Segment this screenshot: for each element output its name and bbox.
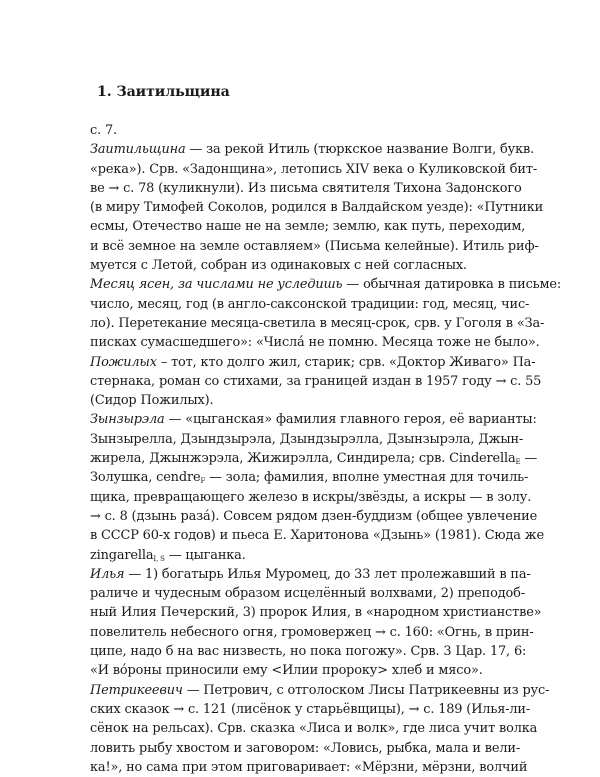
text-line: [90, 121, 512, 140]
text-run: ских сказок → с. 121 (лисёнок у старьёвщицы), → с. 189 (Илья-ли-: [90, 701, 531, 717]
text-line: [90, 449, 538, 468]
text-line: [90, 275, 562, 294]
text-run: есмы, Отечество наше не на земле; землю, как путь, переходим,: [90, 219, 526, 235]
glossary-term: Петрикеевич: [90, 682, 183, 698]
language-subscript: F: [200, 477, 206, 486]
text-run: ный Илия Печерский, 3) пророк Илия, в «народном христианстве»: [90, 605, 542, 621]
text-line: [90, 681, 550, 700]
text-line: [90, 333, 540, 352]
glossary-body: [90, 121, 562, 777]
text-run: сёнок на рельсах). Срв. сказка «Лиса и волк», где лиса учит волка: [90, 721, 538, 737]
language-subscript: I, S: [153, 554, 165, 563]
text-line: [90, 700, 531, 719]
text-line: [90, 603, 542, 622]
text-run: — за рекой Итиль (тюркское название Волги, букв.: [185, 142, 535, 158]
text-line: [90, 739, 521, 758]
language-subscript: E: [515, 458, 521, 467]
text-run: Зынзырелла, Дзындзырэла, Дзындзырэлла, Дзынзырэла, Джын-: [90, 431, 524, 447]
text-line: [90, 584, 525, 603]
text-run: ципе, надо б на вас низвесть, но пока погожу». Срв. 3 Цар. 17, 6:: [90, 644, 527, 660]
text-run: ве → с. 78 (куликнули). Из письма святителя Тихона Задонского: [90, 180, 522, 196]
text-line: [90, 295, 530, 314]
text-run: щика, превращающего железо в искры/звёзды, а искры — в золу.: [90, 489, 532, 505]
glossary-term: Месяц ясен, за числами не уследишь: [90, 277, 343, 293]
text-run: и всё земное на земле оставляем» (Письма келейные). Итиль риф-: [90, 238, 539, 254]
text-line: [90, 468, 529, 487]
text-run: писках сумасшедшего»: «Числá не помню. Месяца тоже не было».: [90, 335, 540, 351]
text-run: – тот, кто долго жил, старик; срв. «Доктор Живаго» Па-: [156, 354, 536, 370]
text-line: [90, 507, 538, 526]
text-run: с. 7.: [90, 123, 117, 138]
text-line: [90, 391, 512, 410]
text-run: «река»). Срв. «Задонщина», летопись XIV века о Куликовской бит-: [90, 161, 538, 177]
text-run: стернака, роман со стихами, за границей издан в 1957 году → с. 55: [90, 373, 542, 389]
text-line: [90, 719, 538, 738]
text-run: (Сидор Пожилых).: [90, 393, 214, 409]
glossary-term: Илья: [90, 566, 125, 582]
text-line: [90, 526, 544, 545]
text-run: zingarella: [90, 547, 154, 563]
text-run: повелитель небесного огня, громовержец → с. 160: «Огнь, в прин-: [90, 624, 534, 640]
text-line: [90, 372, 542, 391]
text-run: — обычная датировка в письме:: [342, 277, 562, 293]
text-run: (в миру Тимофей Соколов, родился в Валдайском уезде): «Путники: [90, 200, 544, 216]
text-line: [90, 160, 538, 179]
text-line: [90, 623, 534, 642]
text-line: [90, 565, 531, 584]
text-run: → с. 8 (дзынь разá). Совсем рядом дзен-буддизм (общее увлечение: [90, 508, 538, 524]
text-run: муется с Летой, собран из одинаковых с ней согласных.: [90, 258, 467, 274]
text-line: [90, 661, 512, 680]
glossary-term: Пожилых: [90, 354, 157, 370]
text-run: ловить рыбу хвостом и заговором: «Ловись, рыбка, мала и вели-: [90, 740, 521, 756]
glossary-term: Зынзырэла: [90, 412, 165, 428]
text-run: — зола; фамилия, вполне уместная для точиль-: [205, 470, 529, 486]
text-line: [90, 430, 524, 449]
text-run: «И вóроны приносили ему <Илии пророку> хлеб и мясо».: [90, 663, 483, 679]
text-line: [90, 198, 544, 217]
text-line: [90, 546, 512, 565]
text-line: [90, 256, 512, 275]
text-run: — Петрович, с отголоском Лисы Патрикеевны из рус-: [182, 682, 550, 698]
glossary-term: Заитильщина: [90, 142, 186, 158]
text-line: [90, 314, 545, 333]
text-run: ка!», но сама при этом приговаривает: «Мёрзни, мёрзни, волчий: [90, 759, 528, 775]
text-run: —: [520, 451, 538, 467]
text-line: [90, 179, 522, 198]
text-run: Золушка, cendre: [90, 470, 201, 486]
text-line: [90, 353, 536, 372]
text-run: — 1) богатырь Илья Муромец, до 33 лет пролежавший в па-: [124, 566, 531, 582]
text-run: — цыганка.: [164, 547, 246, 563]
chapter-heading: 1. Заитильщина: [97, 84, 230, 100]
text-run: жирела, Джынжэрэла, Жижирэлла, Синдирела; срв. Cinderella: [90, 451, 516, 467]
text-run: в СССР 60-х годов) и пьеса Е. Харитонова «Дзынь» (1981). Сюда же: [90, 528, 544, 544]
text-line: [90, 237, 539, 256]
text-run: раличе и чудесным образом исцелённый волхвами, 2) преподоб-: [90, 586, 525, 602]
text-run: ло). Перетекание месяца-светила в месяц-срок, срв. у Гоголя в «За-: [90, 315, 545, 331]
text-line: [90, 140, 535, 159]
text-line: [90, 217, 526, 236]
text-line: [90, 642, 527, 661]
text-run: — «цыганская» фамилия главного героя, её варианты:: [164, 412, 537, 428]
text-line: [90, 758, 528, 777]
text-run: число, месяц, год (в англо-саксонской традиции: год, месяц, чис-: [90, 296, 530, 312]
text-line: [90, 410, 537, 429]
text-line: [90, 488, 532, 507]
